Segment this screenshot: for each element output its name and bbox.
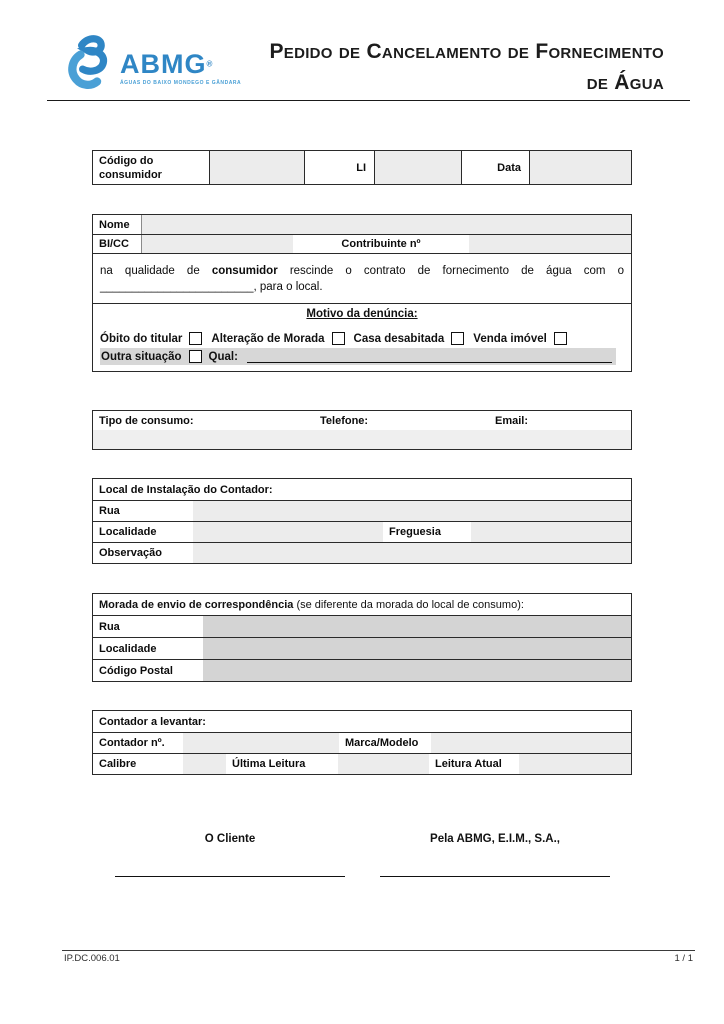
- page-indicator: 1 / 1: [674, 953, 693, 964]
- checkbox-outra-situacao[interactable]: [189, 350, 202, 363]
- freguesia-label: Freguesia: [383, 522, 471, 542]
- morada-correspondencia-table: [92, 593, 632, 682]
- qual-input-line[interactable]: [247, 351, 612, 363]
- declaration-part2: rescinde o contrato de fornecimento de água com o: [289, 265, 625, 277]
- ultima-leitura-label: Última Leitura: [226, 754, 338, 774]
- declaration-bold-word: consumidor: [211, 265, 278, 277]
- morada-rua-input[interactable]: [203, 616, 631, 637]
- qual-label: Qual:: [208, 350, 238, 363]
- contact-input-row[interactable]: [93, 430, 631, 449]
- signature-block-cliente: [115, 833, 345, 877]
- logo-abbr: ABMG: [120, 49, 207, 79]
- marca-modelo-input[interactable]: [431, 733, 631, 753]
- telefone-label: Telefone:: [320, 414, 369, 427]
- signature-line-abmg[interactable]: [380, 876, 610, 877]
- declaration-part1: na qualidade de: [100, 265, 200, 277]
- contribuinte-label: Contribuinte nº: [341, 238, 421, 250]
- codigo-consumidor-input[interactable]: [209, 151, 304, 184]
- checkbox-venda-imovel[interactable]: [554, 332, 567, 345]
- morada-localidade-input[interactable]: [203, 638, 631, 659]
- calibre-input[interactable]: [183, 754, 226, 774]
- cliente-label: O Cliente: [204, 833, 256, 845]
- signature-line-cliente[interactable]: [115, 876, 345, 877]
- declaration-paragraph: [93, 254, 631, 297]
- codigo-postal-label: Código Postal: [99, 664, 173, 677]
- contador-heading: Contador a levantar:: [99, 715, 206, 728]
- email-label: Email:: [495, 414, 529, 427]
- observacao-input[interactable]: [193, 543, 631, 563]
- codigo-postal-input[interactable]: [203, 660, 631, 681]
- nome-input[interactable]: [141, 215, 631, 234]
- contact-table: [92, 410, 632, 450]
- bicc-label: BI/CC: [99, 238, 129, 250]
- option-label: Casa desabitada: [353, 332, 445, 345]
- data-input[interactable]: [529, 151, 631, 184]
- local-localidade-label: Localidade: [99, 526, 157, 538]
- calibre-label: Calibre: [99, 758, 137, 770]
- motivo-option-desabitada: [354, 332, 465, 345]
- morada-heading-normal: (se diferente da morada do local de consumo):: [296, 598, 524, 611]
- ultima-leitura-input[interactable]: [338, 754, 429, 774]
- morada-heading-bold: Morada de envio de correspondência: [99, 598, 294, 611]
- contador-numero-label: Contador nº.: [99, 737, 165, 749]
- freguesia-input[interactable]: [471, 522, 631, 542]
- contador-numero-input[interactable]: [183, 733, 339, 753]
- option-label: Venda imóvel: [473, 332, 547, 345]
- local-instalacao-table: [92, 478, 632, 564]
- codigo-consumidor-label: Código do consumidor: [99, 154, 162, 181]
- motivo-option-venda: [473, 332, 567, 345]
- checkbox-obito-titular[interactable]: [189, 332, 202, 345]
- title-line1: Pedido de Cancelamento de Fornecimento: [269, 40, 664, 63]
- local-rua-input[interactable]: [193, 501, 631, 521]
- checkbox-alteracao-morada[interactable]: [332, 332, 345, 345]
- bicc-input[interactable]: [141, 235, 293, 253]
- morada-localidade-label: Localidade: [99, 642, 157, 655]
- declaration-part3: , para o local.: [253, 281, 323, 293]
- leitura-atual-input[interactable]: [519, 754, 631, 774]
- li-input[interactable]: [374, 151, 461, 184]
- checkbox-casa-desabitada[interactable]: [451, 332, 464, 345]
- local-rua-label: Rua: [99, 505, 120, 517]
- registered-mark: ®: [206, 59, 213, 69]
- declaration-blank[interactable]: ________________________: [100, 281, 254, 293]
- leitura-atual-label: Leitura Atual: [429, 754, 519, 774]
- nome-label: Nome: [99, 218, 130, 231]
- morada-heading: [93, 594, 631, 615]
- footer-divider: [62, 950, 695, 951]
- motivo-option-obito: [100, 332, 202, 345]
- water-swirl-icon: [66, 34, 124, 96]
- local-instalacao-heading: Local de Instalação do Contador:: [99, 483, 273, 496]
- data-label: Data: [461, 151, 529, 184]
- title-line2: de Água: [586, 71, 664, 94]
- option-label: Alteração de Morada: [211, 332, 325, 345]
- motivo-section: [93, 303, 631, 374]
- option-label: Óbito do titular: [100, 332, 183, 345]
- signature-block-abmg: [380, 833, 610, 877]
- header-divider: [47, 100, 690, 101]
- abmg-sign-label: Pela ABMG, E.I.M., S.A.,: [430, 833, 560, 845]
- logo-tagline: ÁGUAS DO BAIXO MONDEGO E GÂNDARA: [120, 80, 242, 86]
- contribuinte-input[interactable]: [469, 235, 631, 253]
- motivo-options-row: [100, 332, 624, 345]
- contador-table: [92, 710, 632, 775]
- observacao-label: Observação: [99, 547, 162, 559]
- motivo-heading: Motivo da denúncia:: [306, 308, 418, 320]
- identity-declaration-table: [92, 214, 632, 372]
- tipo-consumo-label: Tipo de consumo:: [99, 414, 194, 427]
- marca-modelo-label: Marca/Modelo: [339, 733, 431, 753]
- abmg-logo: [66, 34, 241, 96]
- morada-rua-label: Rua: [99, 620, 120, 633]
- li-label: LI: [304, 151, 374, 184]
- motivo-option-morada: [211, 332, 344, 345]
- page-title: [269, 36, 664, 98]
- doc-code: IP.DC.006.01: [64, 953, 120, 964]
- local-localidade-input[interactable]: [193, 522, 383, 542]
- outra-situacao-row: [100, 348, 616, 365]
- footer: [62, 953, 695, 964]
- outra-situacao-label: Outra situação: [101, 350, 182, 363]
- consumer-code-table: [92, 150, 632, 185]
